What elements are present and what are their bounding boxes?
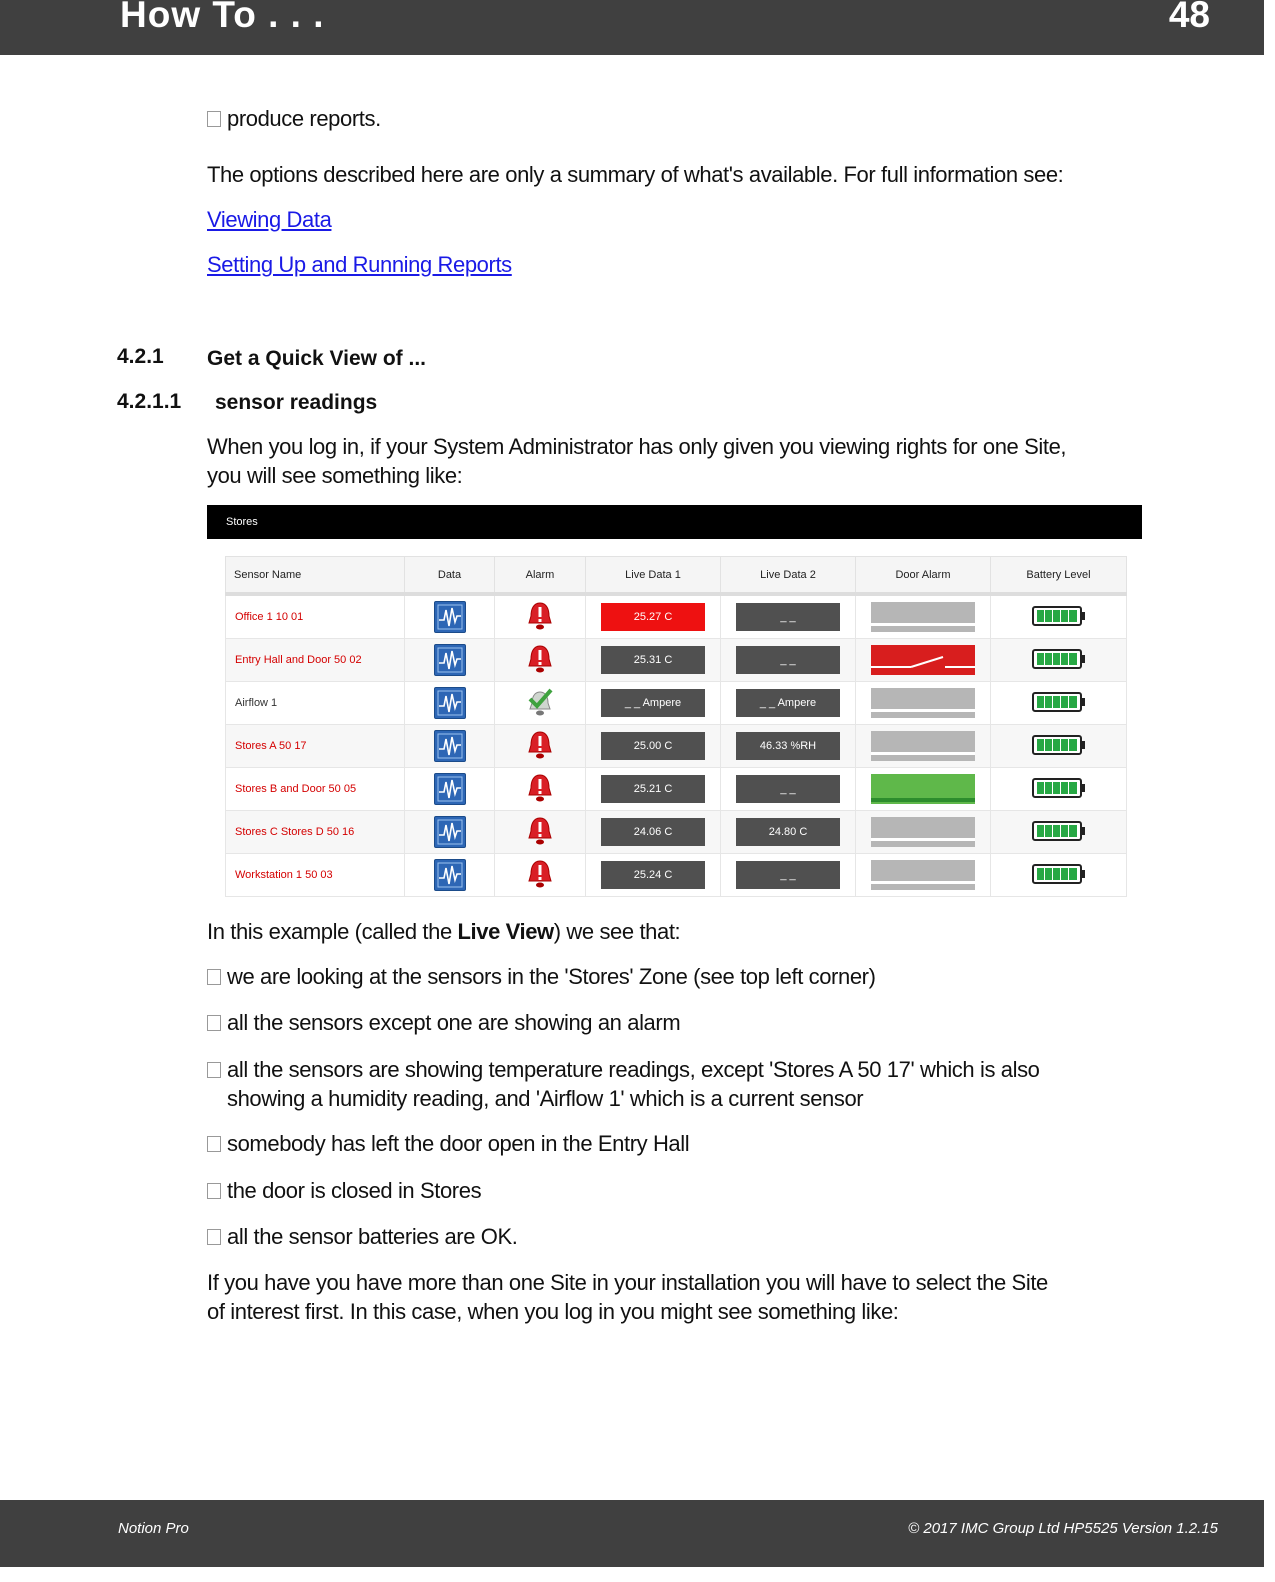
bullet-box-icon	[207, 1015, 221, 1031]
subsection-number: 4.2.1.1	[117, 390, 182, 413]
col-battery-level[interactable]: Battery Level	[991, 557, 1127, 595]
live-data-2-cell	[721, 682, 856, 725]
example-bullet-6: all the sensor batteries are OK.	[207, 1222, 517, 1251]
link-reports[interactable]: Setting Up and Running Reports	[207, 252, 512, 277]
footer-product: Notion Pro	[118, 1520, 189, 1537]
live-data-1-cell	[586, 725, 721, 768]
table-row[interactable]	[226, 854, 1127, 897]
bullet-box-icon	[207, 969, 221, 985]
door-alarm-cell	[856, 854, 991, 897]
live-data-2-cell	[721, 854, 856, 897]
graph-icon[interactable]	[434, 644, 466, 676]
data-cell	[405, 811, 495, 854]
col-door-alarm[interactable]: Door Alarm	[856, 557, 991, 595]
link-viewing-data[interactable]: Viewing Data	[207, 207, 332, 232]
zone-label[interactable]: Stores	[226, 516, 258, 528]
live-data-1-value[interactable]: 25.31 C	[601, 646, 705, 674]
alarm-cell	[495, 594, 586, 639]
table-row[interactable]	[226, 768, 1127, 811]
sensor-name-cell[interactable]: Stores B and Door 50 05	[226, 768, 405, 811]
data-cell	[405, 594, 495, 639]
battery-full-icon[interactable]	[1032, 605, 1086, 630]
bullet-box-icon	[207, 1229, 221, 1245]
live-data-2-cell	[721, 725, 856, 768]
alarm-cell	[495, 768, 586, 811]
table-row[interactable]	[226, 682, 1127, 725]
live-data-1-cell	[586, 854, 721, 897]
alarm-bell-icon[interactable]	[525, 772, 555, 807]
closing-line1: If you have you have more than one Site in your installation you will have to select the Site	[207, 1270, 1048, 1295]
door-state-icon[interactable]	[871, 860, 975, 890]
door-alarm-cell	[856, 811, 991, 854]
alarm-ok-bell-icon[interactable]	[525, 686, 555, 721]
battery-cell	[991, 768, 1127, 811]
live-data-1-value[interactable]: 24.06 C	[601, 818, 705, 846]
battery-cell	[991, 639, 1127, 682]
live-data-2-cell	[721, 768, 856, 811]
live-data-1-value[interactable]: 25.21 C	[601, 775, 705, 803]
para1-line2: you will see something like:	[207, 463, 463, 488]
bullet-box-icon	[207, 111, 221, 127]
bullet-box-icon	[207, 1136, 221, 1152]
graph-icon[interactable]	[434, 859, 466, 891]
live-data-2-value[interactable]: _ _	[736, 775, 840, 803]
table-row[interactable]	[226, 639, 1127, 682]
door-alarm-cell	[856, 594, 991, 639]
bullet-box-icon	[207, 1183, 221, 1199]
sensor-name-cell[interactable]: Airflow 1	[226, 682, 405, 725]
example-bullet-1: we are looking at the sensors in the 'Stores' Zone (see top left corner)	[207, 962, 876, 991]
data-cell	[405, 854, 495, 897]
graph-icon[interactable]	[434, 730, 466, 762]
live-view-screenshot	[207, 505, 1142, 901]
sensor-table	[225, 556, 1127, 897]
live-data-1-value[interactable]: 25.24 C	[601, 861, 705, 889]
alarm-cell	[495, 682, 586, 725]
col-live-data-2[interactable]: Live Data 2	[721, 557, 856, 595]
example-bullet-2: all the sensors except one are showing an alarm	[207, 1008, 680, 1037]
header-title: How To . . .	[120, 0, 325, 35]
live-data-2-cell	[721, 811, 856, 854]
door-alarm-cell	[856, 768, 991, 811]
example-intro: In this example (called the Live View) we see that:	[207, 919, 681, 944]
live-data-2-value[interactable]: _ _	[736, 603, 840, 631]
graph-icon[interactable]	[434, 601, 466, 633]
battery-full-icon[interactable]	[1032, 820, 1086, 845]
live-data-1-cell	[586, 682, 721, 725]
table-row[interactable]	[226, 725, 1127, 768]
live-data-1-value[interactable]: 25.27 C	[601, 603, 705, 631]
section-number: 4.2.1	[117, 345, 164, 368]
live-data-2-value[interactable]: 24.80 C	[736, 818, 840, 846]
col-data[interactable]: Data	[405, 557, 495, 595]
live-data-1-value[interactable]: 25.00 C	[601, 732, 705, 760]
bullet-box-icon	[207, 1062, 221, 1078]
live-data-2-value[interactable]: _ _ Ampere	[736, 689, 840, 717]
door-state-icon[interactable]	[871, 602, 975, 632]
graph-icon[interactable]	[434, 773, 466, 805]
col-live-data-1[interactable]: Live Data 1	[586, 557, 721, 595]
data-cell	[405, 768, 495, 811]
page-header	[0, 0, 1264, 55]
door-alarm-cell	[856, 639, 991, 682]
footer-copyright: © 2017 IMC Group Ltd HP5525 Version 1.2.15	[908, 1520, 1218, 1537]
alarm-bell-icon[interactable]	[525, 815, 555, 850]
data-cell	[405, 639, 495, 682]
table-row[interactable]	[226, 594, 1127, 639]
battery-cell	[991, 682, 1127, 725]
live-data-1-cell	[586, 811, 721, 854]
alarm-cell	[495, 639, 586, 682]
data-cell	[405, 682, 495, 725]
data-cell	[405, 725, 495, 768]
alarm-bell-icon[interactable]	[525, 600, 555, 635]
graph-icon[interactable]	[434, 687, 466, 719]
sensor-name-cell[interactable]: Stores C Stores D 50 16	[226, 811, 405, 854]
example-bullet-5: the door is closed in Stores	[207, 1176, 481, 1205]
graph-icon[interactable]	[434, 816, 466, 848]
battery-full-icon[interactable]	[1032, 777, 1086, 802]
live-data-2-cell	[721, 594, 856, 639]
closing-line2: of interest first. In this case, when you log in you might see something like:	[207, 1299, 899, 1324]
door-alarm-cell	[856, 725, 991, 768]
intro-bullet: produce reports.	[207, 104, 381, 133]
para1-line1: When you log in, if your System Administrator has only given you viewing rights for one Site,	[207, 434, 1067, 459]
example-bullet-4: somebody has left the door open in the Entry Hall	[207, 1129, 689, 1158]
battery-cell	[991, 811, 1127, 854]
live-data-1-cell	[586, 639, 721, 682]
door-state-icon[interactable]	[871, 817, 975, 847]
alarm-cell	[495, 811, 586, 854]
example-bullet-3: all the sensors are showing temperature readings, except 'Stores A 50 17' which is also	[207, 1055, 1040, 1084]
table-row[interactable]	[226, 811, 1127, 854]
subsection-title: sensor readings	[215, 391, 378, 414]
battery-full-icon[interactable]	[1032, 863, 1086, 888]
door-state-icon[interactable]	[871, 688, 975, 718]
battery-full-icon[interactable]	[1032, 648, 1086, 673]
door-state-icon[interactable]	[871, 731, 975, 761]
sensor-name-cell[interactable]: Entry Hall and Door 50 02	[226, 639, 405, 682]
door-state-icon[interactable]	[871, 774, 975, 804]
door-state-icon[interactable]	[871, 645, 975, 675]
alarm-bell-icon[interactable]	[525, 858, 555, 893]
live-data-2-value[interactable]: _ _	[736, 861, 840, 889]
summary-text: The options described here are only a summary of what's available. For full information see:	[207, 162, 1064, 187]
section-title: Get a Quick View of ...	[207, 347, 427, 370]
alarm-cell	[495, 725, 586, 768]
live-data-1-cell	[586, 594, 721, 639]
col-sensor-name[interactable]: Sensor Name	[226, 557, 405, 595]
alarm-bell-icon[interactable]	[525, 643, 555, 678]
battery-full-icon[interactable]	[1032, 691, 1086, 716]
battery-full-icon[interactable]	[1032, 734, 1086, 759]
table-header-row	[226, 557, 1127, 595]
battery-cell	[991, 594, 1127, 639]
live-data-2-value[interactable]: 46.33 %RH	[736, 732, 840, 760]
alarm-bell-icon[interactable]	[525, 729, 555, 764]
zone-bar	[207, 505, 1142, 539]
live-data-1-value[interactable]: _ _ Ampere	[601, 689, 705, 717]
page-number: 48	[1168, 0, 1210, 35]
col-alarm[interactable]: Alarm	[495, 557, 586, 595]
sensor-name-cell[interactable]: Office 1 10 01	[226, 594, 405, 639]
live-data-2-value[interactable]: _ _	[736, 646, 840, 674]
live-data-1-cell	[586, 768, 721, 811]
example-bullet-3-cont: showing a humidity reading, and 'Airflow 1' which is a current sensor	[227, 1086, 864, 1111]
battery-cell	[991, 854, 1127, 897]
page-footer	[0, 1500, 1264, 1567]
sensor-name-cell[interactable]: Workstation 1 50 03	[226, 854, 405, 897]
sensor-name-cell[interactable]: Stores A 50 17	[226, 725, 405, 768]
live-data-2-cell	[721, 639, 856, 682]
battery-cell	[991, 725, 1127, 768]
live-view-term: Live View	[457, 919, 554, 944]
alarm-cell	[495, 854, 586, 897]
door-alarm-cell	[856, 682, 991, 725]
